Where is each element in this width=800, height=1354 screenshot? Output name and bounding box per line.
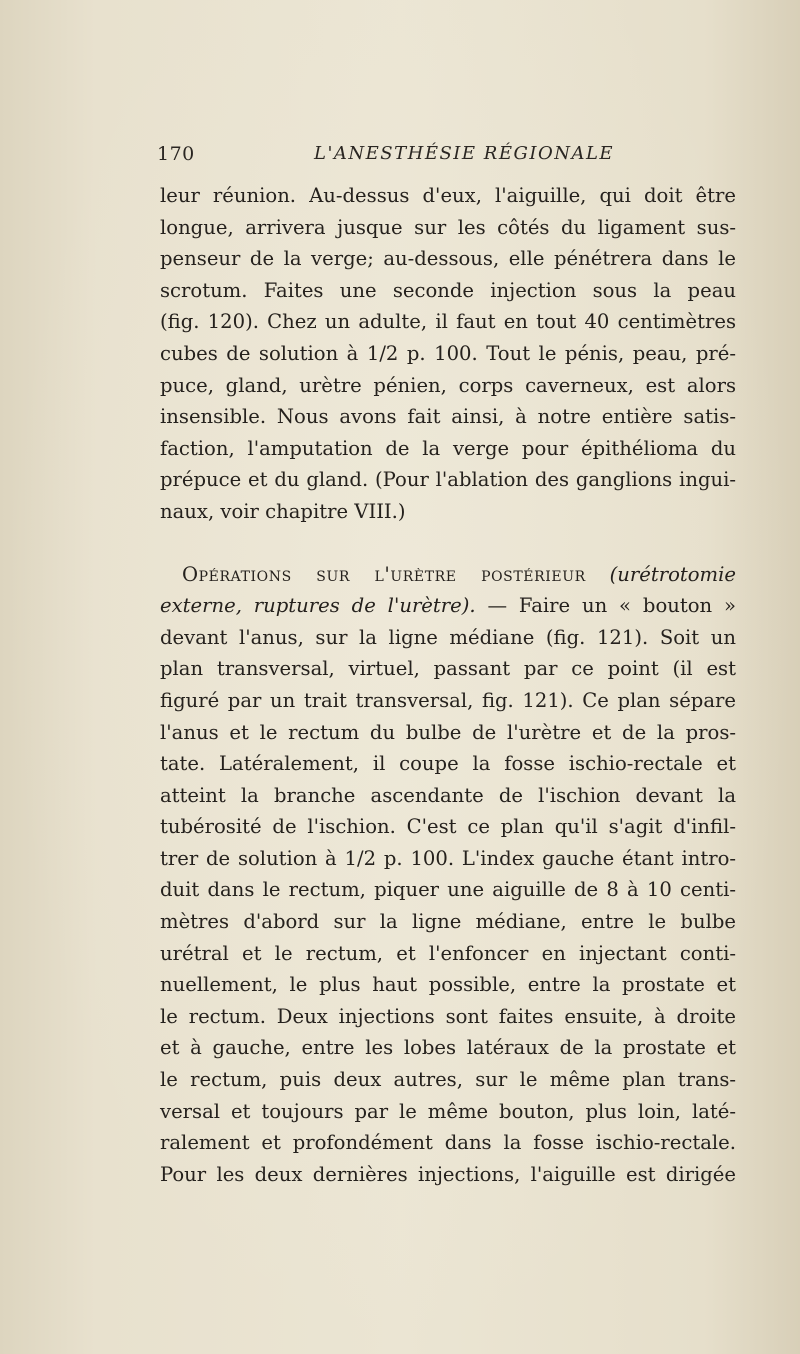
text-fragment: — Faire un « bouton » (475, 594, 736, 618)
text-line: devant l'anus, sur la ligne médiane (fig. 121). Soit un (160, 625, 736, 649)
text-line: urétral et le rectum, et l'enfoncer en injectant conti- (160, 941, 736, 965)
text-line (160, 590, 736, 622)
running-title: L'ANESTHÉSIE RÉGIONALE (314, 143, 615, 164)
text-line: versal et toujours par le même bouton, plus loin, laté- (160, 1099, 736, 1123)
paragraph-gap (160, 528, 736, 559)
section-heading-italic: (urétrotomie (609, 562, 736, 586)
text-line: plan transversal, virtuel, passant par ce point (il est (160, 657, 736, 681)
text-line: duit dans le rectum, piquer une aiguille de 8 à 10 centi- (160, 878, 736, 902)
text-line: figuré par un trait transversal, fig. 121). Ce plan sépare (160, 688, 736, 712)
paragraph-1 (160, 180, 736, 528)
text-line: Pour les deux dernières injections, l'aiguille est dirigée (160, 1162, 736, 1186)
text-line: nuellement, le plus haut possible, entre la prostate et (160, 973, 736, 997)
text-line: et à gauche, entre les lobes latéraux de la prostate et (160, 1036, 736, 1060)
text-line: atteint la branche ascendante de l'ischion devant la (160, 783, 736, 807)
section-heading: Opérations sur l'urètre postérieur (182, 562, 586, 586)
paragraph-2 (160, 559, 736, 1191)
text-line: naux, voir chapitre VIII.) (160, 499, 406, 523)
text-line: insensible. Nous avons fait ainsi, à notre entière satis- (160, 405, 736, 429)
text-line: (fig. 120). Chez un adulte, il faut en tout 40 centimètres (160, 310, 736, 334)
text-line: trer de solution à 1/2 p. 100. L'index gauche étant intro- (160, 846, 736, 870)
text-line: le rectum, puis deux autres, sur le même plan trans- (160, 1068, 736, 1092)
text-line: penseur de la verge; au-dessous, elle pénétrera dans le (160, 247, 736, 271)
page-number: 170 (157, 143, 195, 165)
text-line: cubes de solution à 1/2 p. 100. Tout le pénis, peau, pré- (160, 341, 736, 365)
text-line: faction, l'amputation de la verge pour épithélioma du (160, 436, 736, 460)
text-line: leur réunion. Au-dessus d'eux, l'aiguille, qui doit être (160, 184, 736, 207)
text-line: le rectum. Deux injections sont faites ensuite, à droite (160, 1004, 736, 1028)
body-text (160, 180, 736, 1190)
page-header (157, 143, 737, 169)
text-line: scrotum. Faites une seconde injection sous la peau (160, 278, 736, 302)
text-line: tate. Latéralement, il coupe la fosse ischio-rectale et (160, 752, 736, 776)
text-line: puce, gland, urètre pénien, corps caverneux, est alors (160, 373, 736, 397)
text-line: l'anus et le rectum du bulbe de l'urètre et de la pros- (160, 720, 736, 744)
section-heading-line (160, 559, 736, 591)
text-line: ralement et profondément dans la fosse ischio-rectale. (160, 1131, 736, 1155)
text-line: longue, arrivera jusque sur les côtés du ligament sus- (160, 215, 736, 239)
text-line: tubérosité de l'ischion. C'est ce plan qu'il s'agit d'infil- (160, 815, 736, 839)
text-line: mètres d'abord sur la ligne médiane, entre le bulbe (160, 910, 736, 934)
section-heading-italic: externe, ruptures de l'urètre). (160, 594, 476, 618)
text-line: prépuce et du gland. (Pour l'ablation des ganglions ingui- (160, 468, 736, 492)
